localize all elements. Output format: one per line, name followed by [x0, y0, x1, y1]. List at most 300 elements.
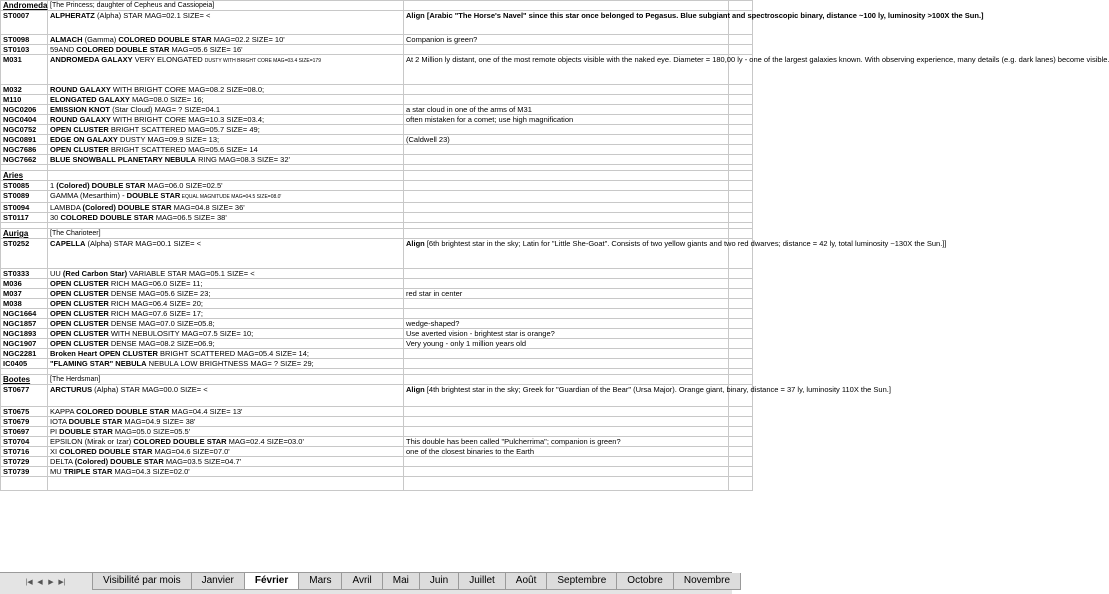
notes-cell[interactable]: [404, 11, 984, 35]
tab-mai[interactable]: Mai: [382, 573, 420, 590]
description-part: WITH BRIGHT CORE MAG=10.3 SIZE=03.4;: [110, 115, 265, 124]
notes-cell[interactable]: [404, 407, 729, 417]
description-part: DUSTY MAG=09.9 SIZE= 13;: [117, 135, 220, 144]
tab-mars[interactable]: Mars: [298, 573, 342, 590]
constellation-header-row: [1, 1, 753, 11]
notes-cell[interactable]: [404, 213, 729, 223]
cell[interactable]: [729, 319, 753, 329]
object-id-cell[interactable]: NGC1664: [1, 309, 48, 319]
table-row: [1, 105, 753, 115]
description-part: Broken Heart: [50, 349, 100, 358]
description-part: 59AND: [50, 45, 77, 54]
table-row: [1, 11, 753, 35]
cell[interactable]: [729, 35, 753, 45]
cell[interactable]: [729, 375, 753, 385]
object-id-cell[interactable]: ST0103: [1, 45, 48, 55]
description-part: DOUBLE STAR: [68, 417, 123, 426]
object-description-cell[interactable]: [48, 35, 404, 45]
cell[interactable]: [729, 457, 753, 467]
cell[interactable]: [729, 339, 753, 349]
table-row: [1, 349, 753, 359]
object-description-cell[interactable]: [48, 427, 404, 437]
description-part: RICH MAG=07.6 SIZE= 17;: [108, 309, 203, 318]
object-description-cell[interactable]: [48, 203, 404, 213]
cell[interactable]: [729, 477, 753, 491]
object-id-cell[interactable]: NGC7686: [1, 145, 48, 155]
description-part: COLORED DOUBLE STAR: [60, 213, 154, 222]
notes-cell[interactable]: [404, 135, 729, 145]
cell[interactable]: [729, 299, 753, 309]
description-part: 1: [50, 181, 57, 190]
table-row: [1, 279, 753, 289]
cell[interactable]: [729, 85, 753, 95]
description-part: BRIGHT SCATTERED MAG=05.6 SIZE= 14: [108, 145, 258, 154]
constellation-subtitle[interactable]: [48, 171, 404, 181]
description-part: COLORED DOUBLE STAR: [76, 45, 170, 54]
notes-cell[interactable]: [404, 279, 729, 289]
constellation-subtitle[interactable]: [The Princess; daughter of Cepheus and Cassiopeia]: [48, 1, 404, 11]
description-part: KAPPA: [50, 407, 77, 416]
object-id-cell[interactable]: M031: [1, 55, 48, 85]
note-text: Companion is green?: [406, 35, 478, 44]
object-description-cell[interactable]: [48, 45, 404, 55]
description-part: DENSE MAG=07.0 SIZE=05.8;: [108, 319, 215, 328]
note-text: [6th brightest star in the sky; Latin for "Little She-Goat". Consists of two yellow giants and two red dwarves; distance = 42 ly, total luminosity ~130X the Sun.]]: [424, 239, 947, 248]
cell[interactable]: [729, 407, 753, 417]
notes-cell[interactable]: [404, 447, 729, 457]
sheet-nav-buttons: [25, 578, 66, 587]
table-row: [1, 155, 753, 165]
object-id-cell[interactable]: ST0677: [1, 385, 48, 407]
cell[interactable]: [729, 135, 753, 145]
notes-cell[interactable]: [404, 191, 729, 203]
tab-visibilit-par-mois[interactable]: Visibilité par mois: [92, 573, 192, 590]
description-part: (Alpha) STAR MAG=02.1 SIZE= <: [94, 11, 211, 20]
cell[interactable]: [729, 95, 753, 105]
table-row: [1, 45, 753, 55]
table-row: [1, 203, 753, 213]
object-description-cell[interactable]: [48, 105, 404, 115]
notes-cell[interactable]: [404, 45, 729, 55]
note-text: a star cloud in one of the arms of M31: [406, 105, 532, 114]
notes-cell[interactable]: [404, 319, 729, 329]
notes-cell[interactable]: [404, 203, 729, 213]
object-id-cell[interactable]: NGC2281: [1, 349, 48, 359]
description-part: UU: [50, 269, 63, 278]
notes-cell[interactable]: [404, 349, 729, 359]
align-label: Align [Arabic "The Horse's Navel" since this star once belonged to Pegasus. Blue subgiant and spectroscopic binary, distance ~100 ly, luminosity >100X the Sun.]: [406, 11, 984, 20]
object-id-cell[interactable]: M037: [1, 289, 48, 299]
description-part: ROUND GALAXY: [50, 115, 111, 124]
object-id-cell[interactable]: M036: [1, 279, 48, 289]
note-text: wedge-shaped?: [406, 319, 460, 328]
description-part: RING MAG=08.3 SIZE= 32': [195, 155, 290, 164]
cell[interactable]: [729, 289, 753, 299]
cell[interactable]: [729, 203, 753, 213]
tab-octobre[interactable]: Octobre: [616, 573, 674, 590]
object-description-cell[interactable]: [48, 447, 404, 457]
object-id-cell[interactable]: ST0089: [1, 191, 48, 203]
note-text: Very young - only 1 million years old: [406, 339, 527, 348]
description-part: EDGE ON GALAXY: [50, 135, 118, 144]
cell[interactable]: [729, 349, 753, 359]
constellation-header-row: [1, 171, 753, 181]
table-row: [1, 359, 753, 369]
description-part: (Colored) DOUBLE STAR: [82, 203, 172, 212]
notes-cell[interactable]: [404, 115, 729, 125]
object-description-cell[interactable]: [48, 95, 404, 105]
table-row: [1, 135, 753, 145]
note-text: Use averted vision - brightest star is orange?: [406, 329, 555, 338]
description-part: COLORED DOUBLE STAR: [76, 407, 170, 416]
description-part: COLORED DOUBLE STAR: [59, 447, 153, 456]
note-text: red star in center: [406, 289, 463, 298]
object-id-cell[interactable]: NGC1893: [1, 329, 48, 339]
notes-cell[interactable]: [404, 125, 729, 135]
notes-cell[interactable]: [404, 239, 947, 269]
object-id-cell[interactable]: NGC0891: [1, 135, 48, 145]
description-part: OPEN CLUSTER: [50, 289, 109, 298]
constellation-header-row: [1, 375, 753, 385]
object-description-cell[interactable]: [48, 309, 404, 319]
table-row: [1, 447, 753, 457]
notes-cell[interactable]: [404, 299, 729, 309]
notes-cell[interactable]: [404, 155, 729, 165]
description-part: OPEN CLUSTER: [50, 329, 109, 338]
cell[interactable]: [729, 105, 753, 115]
object-description-cell[interactable]: [48, 385, 404, 407]
notes-cell[interactable]: [404, 269, 729, 279]
description-part: DELTA: [50, 457, 75, 466]
description-part: OPEN CLUSTER: [50, 299, 109, 308]
description-part: 30: [50, 213, 61, 222]
object-description-cell[interactable]: [48, 467, 404, 477]
table-row: [1, 319, 753, 329]
notes-cell[interactable]: [404, 55, 1109, 85]
cell[interactable]: [48, 477, 404, 491]
object-description-cell[interactable]: [48, 269, 404, 279]
description-part: ELONGATED GALAXY: [50, 95, 130, 104]
object-description-cell[interactable]: [48, 55, 404, 85]
description-part: COLORED DOUBLE STAR: [118, 35, 212, 44]
cell[interactable]: [729, 467, 753, 477]
description-part: NEBULA LOW BRIGHTNESS MAG= ? SIZE= 29;: [146, 359, 314, 368]
object-description-cell[interactable]: [48, 181, 404, 191]
description-part: COLORED DOUBLE STAR: [133, 437, 227, 446]
cell[interactable]: [729, 125, 753, 135]
sheet-tab-bar: [0, 572, 732, 594]
object-id-cell[interactable]: ST0333: [1, 269, 48, 279]
description-part: OPEN CLUSTER: [50, 145, 109, 154]
object-id-cell[interactable]: ST0117: [1, 213, 48, 223]
object-id-cell[interactable]: ST0252: [1, 239, 48, 269]
table-row: [1, 309, 753, 319]
notes-cell[interactable]: [404, 35, 729, 45]
object-description-cell[interactable]: [48, 437, 404, 447]
note-text: This double has been called "Pulcherrima"; companion is green?: [406, 437, 621, 446]
object-id-cell[interactable]: ST0085: [1, 181, 48, 191]
description-part: VERY ELONGATED: [132, 55, 205, 64]
cell[interactable]: [729, 427, 753, 437]
object-id-cell[interactable]: ST0697: [1, 427, 48, 437]
tab-juillet[interactable]: Juillet: [458, 573, 506, 590]
description-part: TRIPLE STAR: [63, 467, 113, 476]
description-part: (Red Carbon Star): [62, 269, 128, 278]
cell[interactable]: [729, 191, 753, 203]
object-id-cell[interactable]: IC0405: [1, 359, 48, 369]
note-text: one of the closest binaries to the Earth: [406, 447, 534, 456]
align-label: Align: [406, 385, 425, 394]
table-body: [1, 1, 1109, 491]
table-row: [1, 85, 753, 95]
sheet-tabs: [93, 573, 741, 590]
object-description-cell[interactable]: [48, 191, 404, 203]
description-part: MAG=05.6 SIZE= 16': [169, 45, 243, 54]
object-description-cell[interactable]: [48, 11, 404, 35]
object-id-cell[interactable]: NGC7662: [1, 155, 48, 165]
notes-cell[interactable]: [404, 95, 729, 105]
tab-novembre[interactable]: Novembre: [673, 573, 741, 590]
cell[interactable]: [404, 375, 729, 385]
description-part: MAG=04.9 SIZE= 38': [122, 417, 196, 426]
object-description-cell[interactable]: [48, 329, 404, 339]
object-id-cell[interactable]: ST0098: [1, 35, 48, 45]
description-part: DENSE MAG=05.6 SIZE= 23;: [108, 289, 211, 298]
table-row: [1, 213, 753, 223]
object-description-cell[interactable]: [48, 279, 404, 289]
object-description-cell[interactable]: [48, 155, 404, 165]
notes-cell[interactable]: [404, 309, 729, 319]
tab-ao-t[interactable]: Août: [505, 573, 548, 590]
table-row: [1, 407, 753, 417]
constellation-subtitle[interactable]: [The Herdsman]: [48, 375, 404, 385]
table-row: [1, 329, 753, 339]
cell[interactable]: [729, 437, 753, 447]
description-part: ALPHERATZ: [50, 11, 95, 20]
object-id-cell[interactable]: M110: [1, 95, 48, 105]
table-row: [1, 427, 753, 437]
notes-cell[interactable]: [404, 329, 729, 339]
cell[interactable]: [729, 417, 753, 427]
cell[interactable]: [729, 279, 753, 289]
object-id-cell[interactable]: ST0675: [1, 407, 48, 417]
object-id-cell[interactable]: M032: [1, 85, 48, 95]
cell[interactable]: [729, 181, 753, 191]
cell[interactable]: [729, 309, 753, 319]
cell[interactable]: [729, 115, 753, 125]
description-part: MAG=05.0 SIZE=05.5': [112, 427, 191, 436]
description-part: OPEN CLUSTER: [50, 279, 109, 288]
tab-f-vrier[interactable]: Février: [244, 573, 299, 590]
description-part: CAPELLA: [50, 239, 86, 248]
constellation-name[interactable]: Bootes: [1, 375, 48, 385]
description-part: EMISSION KNOT: [50, 105, 111, 114]
object-id-cell[interactable]: NGC1907: [1, 339, 48, 349]
notes-cell[interactable]: [404, 181, 729, 191]
object-description-cell[interactable]: [48, 239, 404, 269]
description-part: (Gamma): [82, 35, 119, 44]
notes-cell[interactable]: [404, 105, 729, 115]
object-description-cell[interactable]: [48, 417, 404, 427]
description-part: ALMACH: [50, 35, 83, 44]
table-row: [1, 145, 753, 155]
prev-sheet-button[interactable]: ◀: [37, 579, 43, 586]
description-part: DUSTY WITH BRIGHT CORE MAG=03.4 SIZE=179: [204, 58, 321, 64]
description-part: MAG=06.0 SIZE=02.5': [145, 181, 223, 190]
object-id-cell[interactable]: ST0716: [1, 447, 48, 457]
object-description-cell[interactable]: [48, 457, 404, 467]
notes-cell[interactable]: [404, 339, 729, 349]
object-description-cell[interactable]: [48, 289, 404, 299]
align-label: Align: [406, 239, 425, 248]
table-row: [1, 191, 753, 203]
notes-cell[interactable]: [404, 385, 891, 407]
note-text: At 2 Million ly distant, one of the most remote objects visible with the naked eye. Diameter = 180,00 ly - one of the largest galaxies known. With observing experience, many details (e.g. dark lanes) become visible.: [406, 55, 1109, 64]
description-part: (Alpha) STAR MAG=00.1 SIZE= <: [85, 239, 201, 248]
note-text: [4th brightest star in the sky; Greek for "Guardian of the Bear" (Ursa Major). Orange giant, binary, distance = 37 ly, luminosity 110X the Sun.]: [424, 385, 891, 394]
description-part: BRIGHT SCATTERED MAG=05.4 SIZE= 14;: [157, 349, 309, 358]
description-part: DOUBLE STAR: [59, 427, 113, 436]
description-part: (Colored) DOUBLE STAR: [74, 457, 164, 466]
description-part: MAG=06.5 SIZE= 38': [153, 213, 227, 222]
description-part: MAG=08.0 SIZE= 16;: [129, 95, 204, 104]
cell[interactable]: [404, 1, 729, 11]
cell[interactable]: [1, 477, 48, 491]
notes-cell[interactable]: [404, 85, 729, 95]
blank-row: [1, 477, 753, 491]
table-row: [1, 385, 753, 407]
cell[interactable]: [729, 145, 753, 155]
notes-cell[interactable]: [404, 437, 729, 447]
object-id-cell[interactable]: NGC0404: [1, 115, 48, 125]
cell[interactable]: [404, 229, 729, 239]
description-part: BRIGHT SCATTERED MAG=05.7 SIZE= 49;: [108, 125, 260, 134]
description-part: BLUE SNOWBALL PLANETARY NEBULA: [50, 155, 196, 164]
object-id-cell[interactable]: ST0679: [1, 417, 48, 427]
description-part: "FLAMING STAR" NEBULA: [50, 359, 147, 368]
object-description-cell[interactable]: [48, 213, 404, 223]
object-id-cell[interactable]: ST0007: [1, 11, 48, 35]
notes-cell[interactable]: [404, 467, 729, 477]
description-part: RICH MAG=06.4 SIZE= 20;: [108, 299, 203, 308]
description-part: ROUND GALAXY: [50, 85, 111, 94]
cell[interactable]: [729, 213, 753, 223]
object-id-cell[interactable]: ST0094: [1, 203, 48, 213]
cell[interactable]: [729, 329, 753, 339]
table-row: [1, 125, 753, 135]
object-id-cell[interactable]: NGC0206: [1, 105, 48, 115]
table-row: [1, 181, 753, 191]
cell[interactable]: [729, 45, 753, 55]
description-part: MAG=02.4 SIZE=03.0': [226, 437, 304, 446]
description-part: MAG=04.3 SIZE=02.0': [112, 467, 190, 476]
description-part: OPEN CLUSTER: [50, 339, 109, 348]
table-row: [1, 417, 753, 427]
notes-cell[interactable]: [404, 427, 729, 437]
description-part: MAG=02.2 SIZE= 10': [211, 35, 285, 44]
object-id-cell[interactable]: NGC0752: [1, 125, 48, 135]
tab-juin[interactable]: Juin: [419, 573, 459, 590]
cell[interactable]: [404, 171, 729, 181]
description-part: WITH NEBULOSITY MAG=07.5 SIZE= 10;: [108, 329, 254, 338]
notes-cell[interactable]: [404, 359, 729, 369]
table-row: [1, 269, 753, 279]
object-description-cell[interactable]: [48, 407, 404, 417]
description-part: MAG=04.8 SIZE= 36': [171, 203, 245, 212]
object-id-cell[interactable]: M038: [1, 299, 48, 309]
first-sheet-button[interactable]: |◀: [25, 579, 33, 586]
tab-avril[interactable]: Avril: [341, 573, 382, 590]
table-row: [1, 299, 753, 309]
last-sheet-button[interactable]: ▶|: [58, 579, 66, 586]
description-part: MAG=04.6 SIZE=07.0': [152, 447, 230, 456]
notes-cell[interactable]: [404, 289, 729, 299]
description-part: ANDROMEDA GALAXY: [50, 55, 133, 64]
constellation-name[interactable]: Aries: [1, 171, 48, 181]
tab-septembre[interactable]: Septembre: [546, 573, 617, 590]
constellation-subtitle[interactable]: [The Charioteer]: [48, 229, 404, 239]
object-id-cell[interactable]: ST0729: [1, 457, 48, 467]
object-description-cell[interactable]: [48, 319, 404, 329]
object-id-cell[interactable]: NGC1857: [1, 319, 48, 329]
description-part: OPEN CLUSTER: [50, 309, 109, 318]
constellation-name[interactable]: Auriga: [1, 229, 48, 239]
notes-cell[interactable]: [404, 145, 729, 155]
cell[interactable]: [729, 359, 753, 369]
table-row: [1, 35, 753, 45]
object-description-cell[interactable]: [48, 125, 404, 135]
description-part: IOTA: [50, 417, 69, 426]
cell[interactable]: [404, 477, 729, 491]
object-description-cell[interactable]: [48, 85, 404, 95]
description-part: (Colored) DOUBLE STAR: [56, 181, 146, 190]
description-part: VARIABLE STAR MAG=05.1 SIZE= <: [127, 269, 255, 278]
notes-cell[interactable]: [404, 457, 729, 467]
description-part: (Star Cloud) MAG= ? SIZE=04.1: [110, 105, 221, 114]
next-sheet-button[interactable]: ▶: [48, 579, 54, 586]
object-id-cell[interactable]: ST0704: [1, 437, 48, 447]
cell[interactable]: [729, 229, 753, 239]
object-description-cell[interactable]: [48, 115, 404, 125]
description-part: RICH MAG=06.0 SIZE= 11;: [108, 279, 203, 288]
constellation-name[interactable]: Andromeda: [1, 1, 48, 11]
description-part: MAG=03.5 SIZE=04.7': [163, 457, 242, 466]
object-description-cell[interactable]: [48, 135, 404, 145]
description-part: OPEN CLUSTER: [50, 319, 109, 328]
description-part: DENSE MAG=08.2 SIZE=06.9;: [108, 339, 215, 348]
object-description-cell[interactable]: [48, 145, 404, 155]
object-id-cell[interactable]: ST0739: [1, 467, 48, 477]
notes-cell[interactable]: [404, 417, 729, 427]
cell[interactable]: [729, 1, 753, 11]
cell[interactable]: [729, 155, 753, 165]
object-description-cell[interactable]: [48, 359, 404, 369]
cell[interactable]: [729, 447, 753, 457]
description-part: (Alpha) STAR MAG=00.0 SIZE= <: [92, 385, 208, 394]
object-description-cell[interactable]: [48, 339, 404, 349]
tab-janvier[interactable]: Janvier: [191, 573, 245, 590]
cell[interactable]: [729, 269, 753, 279]
description-part: WITH BRIGHT CORE MAG=08.2 SIZE=08.0;: [110, 85, 265, 94]
description-part: DOUBLE STAR: [126, 191, 181, 200]
table-row: [1, 289, 753, 299]
description-part: EQUAL MAGNITUDE MAG=04.5 SIZE=08.0': [180, 194, 282, 200]
cell[interactable]: [729, 171, 753, 181]
object-description-cell[interactable]: [48, 299, 404, 309]
description-part: MAG=04.4 SIZE= 13': [169, 407, 243, 416]
note-text: often mistaken for a comet; use high magnification: [406, 115, 574, 124]
object-description-cell[interactable]: [48, 349, 404, 359]
